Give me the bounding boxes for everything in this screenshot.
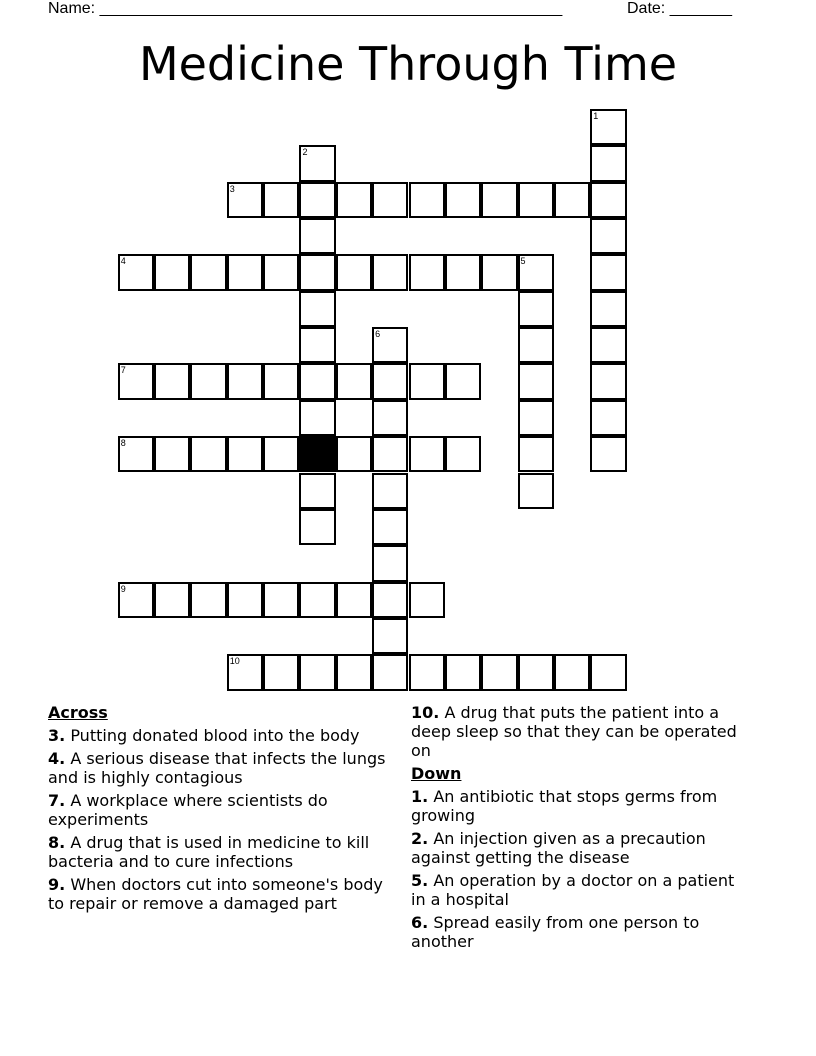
cell-number: 7 xyxy=(120,365,126,376)
cell-number: 2 xyxy=(302,147,308,158)
clue-text: A drug that is used in medicine to kill bacteria and to cure infections xyxy=(48,833,370,871)
clue-text: A workplace where scientists do experiments xyxy=(48,791,328,829)
grid-cell[interactable] xyxy=(372,400,408,436)
grid-cell[interactable] xyxy=(590,291,626,327)
grid-cell[interactable] xyxy=(154,363,190,399)
cell-number: 6 xyxy=(375,329,381,340)
grid-cell[interactable] xyxy=(372,509,408,545)
grid-cell[interactable] xyxy=(263,436,299,472)
grid-cell[interactable] xyxy=(372,363,408,399)
grid-cell[interactable] xyxy=(590,327,626,363)
grid-cell[interactable] xyxy=(445,182,481,218)
clue-text: Spread easily from one person to another xyxy=(411,913,700,951)
grid-cell[interactable] xyxy=(227,436,263,472)
clue-number: 6. xyxy=(411,913,429,932)
clue-text: A serious disease that infects the lungs and is highly contagious xyxy=(48,749,386,787)
grid-cell[interactable] xyxy=(518,254,554,290)
grid-cell[interactable] xyxy=(445,436,481,472)
clue-number: 1. xyxy=(411,787,429,806)
grid-cell[interactable] xyxy=(590,182,626,218)
grid-cell[interactable] xyxy=(336,582,372,618)
clue-number: 4. xyxy=(48,749,66,768)
grid-cell[interactable] xyxy=(518,327,554,363)
across-clue-8 xyxy=(48,833,388,871)
down-clue-6 xyxy=(411,913,751,951)
clues-left-column xyxy=(48,703,388,917)
clue-text: An antibiotic that stops germs from growing xyxy=(411,787,718,825)
grid-cell[interactable] xyxy=(372,582,408,618)
grid-cell[interactable] xyxy=(299,145,335,181)
cell-number: 8 xyxy=(120,438,126,449)
grid-cell[interactable] xyxy=(445,654,481,690)
grid-cell[interactable] xyxy=(263,182,299,218)
grid-cell[interactable] xyxy=(409,363,445,399)
grid-cell[interactable] xyxy=(590,400,626,436)
name-field-label: Name: ____________________________________________________ xyxy=(48,0,563,17)
grid-cell[interactable] xyxy=(336,254,372,290)
grid-cell[interactable] xyxy=(409,582,445,618)
grid-cell[interactable] xyxy=(118,254,154,290)
clue-number: 2. xyxy=(411,829,429,848)
grid-cell[interactable] xyxy=(518,654,554,690)
grid-cell[interactable] xyxy=(227,654,263,690)
grid-cell[interactable] xyxy=(554,182,590,218)
grid-cell[interactable] xyxy=(481,182,517,218)
grid-cell[interactable] xyxy=(336,363,372,399)
grid-cell[interactable] xyxy=(518,400,554,436)
cell-number: 9 xyxy=(120,583,126,594)
clue-number: 5. xyxy=(411,871,429,890)
grid-cell[interactable] xyxy=(118,436,154,472)
grid-cell[interactable] xyxy=(590,145,626,181)
clue-text: Putting donated blood into the body xyxy=(70,726,360,745)
clue-text: An operation by a doctor on a patient in a hospital xyxy=(411,871,735,909)
grid-cell[interactable] xyxy=(372,545,408,581)
cell-number: 5 xyxy=(520,256,526,267)
grid-cell[interactable] xyxy=(190,363,226,399)
across-clue-9 xyxy=(48,875,388,913)
grid-cell[interactable] xyxy=(190,436,226,472)
down-heading: Down xyxy=(411,764,462,783)
grid-cell[interactable] xyxy=(299,182,335,218)
grid-cell[interactable] xyxy=(590,654,626,690)
grid-cell[interactable] xyxy=(372,473,408,509)
clue-number: 9. xyxy=(48,875,66,894)
grid-cell[interactable] xyxy=(299,400,335,436)
grid-cell[interactable] xyxy=(299,291,335,327)
grid-cell[interactable] xyxy=(227,182,263,218)
grid-cell[interactable] xyxy=(372,254,408,290)
grid-cell[interactable] xyxy=(227,254,263,290)
grid-cell[interactable] xyxy=(409,436,445,472)
grid-cell[interactable] xyxy=(554,654,590,690)
clue-number: 10. xyxy=(411,703,440,722)
across-clue-4 xyxy=(48,749,388,787)
across-heading: Across xyxy=(48,703,108,722)
grid-cell[interactable] xyxy=(590,218,626,254)
cell-number: 1 xyxy=(593,111,599,121)
grid-cell[interactable] xyxy=(154,582,190,618)
grid-cell[interactable] xyxy=(445,363,481,399)
grid-cell[interactable] xyxy=(481,654,517,690)
grid-cell[interactable] xyxy=(227,363,263,399)
grid-cell[interactable] xyxy=(299,509,335,545)
clue-text: When doctors cut into someone's body to repair or remove a damaged part xyxy=(48,875,383,913)
grid-cell[interactable] xyxy=(590,254,626,290)
grid-cell[interactable] xyxy=(518,291,554,327)
grid-cell[interactable] xyxy=(154,254,190,290)
grid-cell[interactable] xyxy=(372,654,408,690)
grid-cell[interactable] xyxy=(481,254,517,290)
clue-number: 8. xyxy=(48,833,66,852)
grid-cell[interactable] xyxy=(263,254,299,290)
grid-cell[interactable] xyxy=(299,327,335,363)
grid-cell[interactable] xyxy=(118,363,154,399)
clue-number: 7. xyxy=(48,791,66,810)
grid-cell[interactable] xyxy=(299,582,335,618)
grid-cell[interactable] xyxy=(336,654,372,690)
down-clue-1 xyxy=(411,787,751,825)
grid-cell[interactable] xyxy=(299,473,335,509)
grid-cell[interactable] xyxy=(263,363,299,399)
grid-cell[interactable] xyxy=(518,182,554,218)
cell-number: 3 xyxy=(229,183,235,194)
across-clue-7 xyxy=(48,791,388,829)
across-clue-10 xyxy=(411,703,751,760)
cell-number: 10 xyxy=(229,656,240,667)
grid-cell[interactable] xyxy=(409,182,445,218)
down-clue-2 xyxy=(411,829,751,867)
grid-cell[interactable] xyxy=(372,618,408,654)
grid-cell[interactable] xyxy=(263,582,299,618)
grid-cell[interactable] xyxy=(299,654,335,690)
down-clue-5 xyxy=(411,871,751,909)
grid-cell[interactable] xyxy=(409,254,445,290)
grid-cell[interactable] xyxy=(372,327,408,363)
grid-cell[interactable] xyxy=(409,654,445,690)
grid-cell[interactable] xyxy=(445,254,481,290)
grid-cell[interactable] xyxy=(518,473,554,509)
grid-cell[interactable] xyxy=(299,363,335,399)
clue-text: An injection given as a precaution against getting the disease xyxy=(411,829,706,867)
cell-number: 4 xyxy=(120,256,126,267)
clues-right-column xyxy=(411,703,751,955)
grid-cell[interactable] xyxy=(190,254,226,290)
grid-cell[interactable] xyxy=(590,436,626,472)
grid-cell[interactable] xyxy=(118,582,154,618)
clue-number: 3. xyxy=(48,726,66,745)
clue-text: A drug that puts the patient into a deep sleep so that they can be operated on xyxy=(411,703,737,760)
grid-cell[interactable] xyxy=(299,218,335,254)
grid-cell[interactable] xyxy=(372,436,408,472)
page-title: Medicine Through Time xyxy=(138,37,678,91)
grid-cell[interactable] xyxy=(227,582,263,618)
grid-cell[interactable] xyxy=(263,654,299,690)
grid-cell[interactable] xyxy=(190,582,226,618)
grid-cell[interactable] xyxy=(590,109,626,145)
grid-cell[interactable] xyxy=(518,363,554,399)
grid-cell[interactable] xyxy=(372,182,408,218)
across-clue-3 xyxy=(48,726,388,745)
grid-cell[interactable] xyxy=(590,363,626,399)
grid-cell[interactable] xyxy=(336,436,372,472)
grid-cell[interactable] xyxy=(336,182,372,218)
grid-cell[interactable] xyxy=(518,436,554,472)
grid-cell[interactable] xyxy=(154,436,190,472)
grid-cell[interactable] xyxy=(299,254,335,290)
black-cell xyxy=(299,436,335,472)
date-field-label: Date: _______ xyxy=(627,0,732,17)
